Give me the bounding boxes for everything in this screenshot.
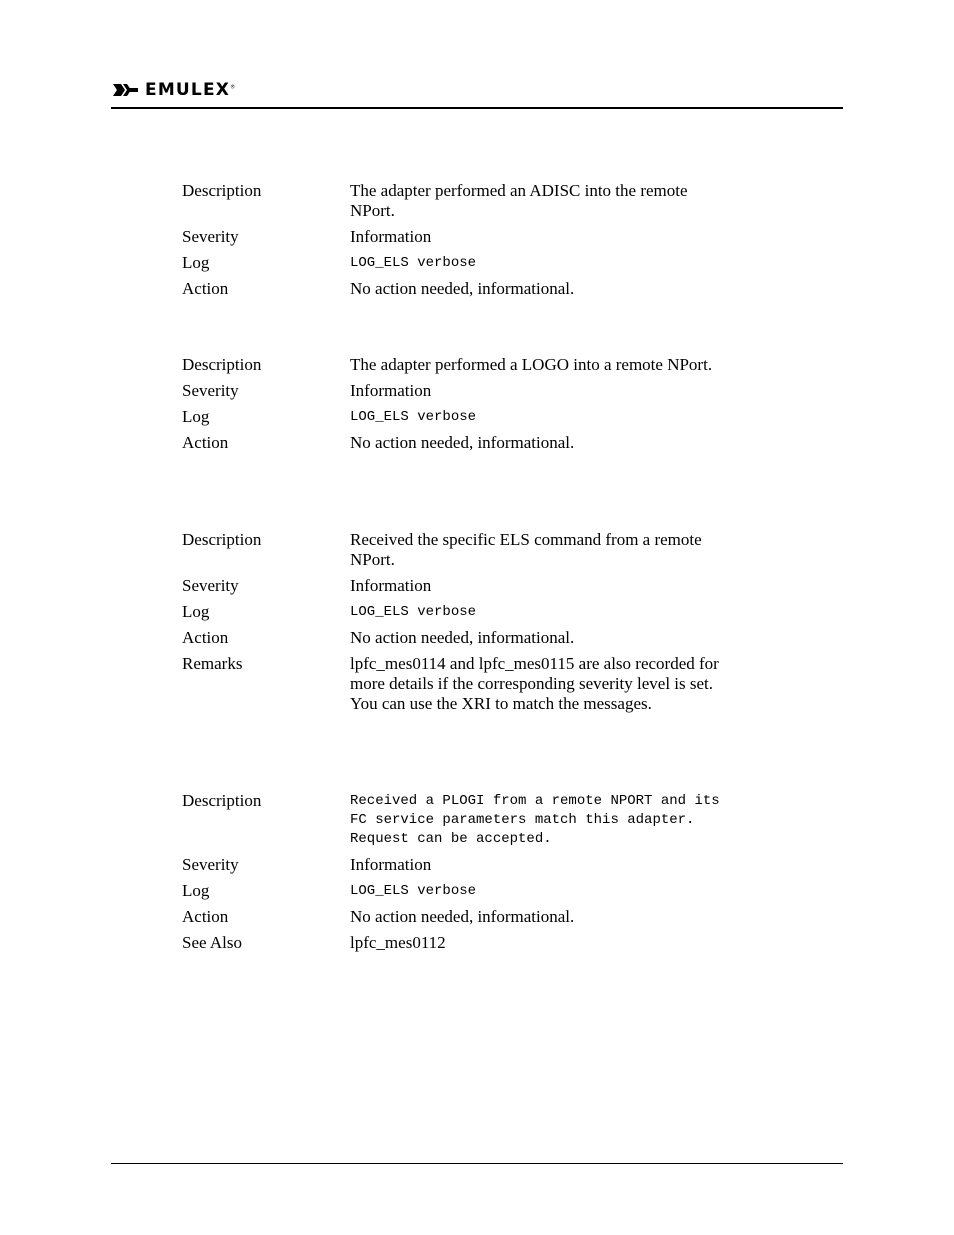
field-value: No action needed, informational. <box>350 279 575 298</box>
field-value: LOG_ELS verbose <box>350 883 477 899</box>
field-value: LOG_ELS verbose <box>350 604 477 620</box>
field-value: Information <box>350 227 432 246</box>
field-label: Description <box>182 181 262 200</box>
message-entry <box>182 791 742 959</box>
field-value: Received a PLOGI from a remote NPORT and its FC service parameters match this adapter. Request can be accepted. <box>350 793 720 847</box>
field-label: Log <box>182 602 210 621</box>
field-label: Severity <box>182 855 239 874</box>
field-label: Severity <box>182 576 239 595</box>
log-row <box>182 602 742 622</box>
field-label: Remarks <box>182 654 243 673</box>
field-value: LOG_ELS verbose <box>350 409 477 425</box>
action-row <box>182 279 742 299</box>
field-value: lpfc_mes0114 and lpfc_mes0115 are also recorded for more details if the corresponding severity level is set. You can use the XRI to match the messages. <box>350 654 719 713</box>
field-label: Log <box>182 407 210 426</box>
field-value: The adapter performed a LOGO into a remote NPort. <box>350 355 713 374</box>
severity-row <box>182 227 742 247</box>
log-row <box>182 881 742 901</box>
severity-row <box>182 576 742 596</box>
description-row <box>182 791 742 849</box>
action-row <box>182 628 742 648</box>
field-label: Description <box>182 355 262 374</box>
remarks-row <box>182 654 742 714</box>
field-value: Information <box>350 855 432 874</box>
field-value: No action needed, informational. <box>350 907 575 926</box>
field-value: No action needed, informational. <box>350 433 575 452</box>
action-row <box>182 907 742 927</box>
field-value: The adapter performed an ADISC into the remote NPort. <box>350 181 688 220</box>
severity-row <box>182 381 742 401</box>
log-row <box>182 253 742 273</box>
log-row <box>182 407 742 427</box>
field-value: lpfc_mes0112 <box>350 933 446 952</box>
field-value: Information <box>350 381 432 400</box>
field-label: Description <box>182 791 262 810</box>
field-label: Severity <box>182 381 239 400</box>
field-label: Log <box>182 881 210 900</box>
description-row <box>182 181 742 221</box>
description-row <box>182 355 742 375</box>
field-label: Action <box>182 279 229 298</box>
field-value: Information <box>350 576 432 595</box>
field-label: Severity <box>182 227 239 246</box>
brand-name: EMULEX® <box>145 80 236 100</box>
field-label: Action <box>182 433 229 452</box>
field-label: Log <box>182 253 210 272</box>
footer-rule <box>111 1163 843 1164</box>
header-rule <box>111 107 843 109</box>
field-label: See Also <box>182 933 242 952</box>
field-label: Action <box>182 907 229 926</box>
field-label: Action <box>182 628 229 647</box>
field-value: LOG_ELS verbose <box>350 255 477 271</box>
message-entry <box>182 530 742 720</box>
description-row <box>182 530 742 570</box>
severity-row <box>182 855 742 875</box>
action-row <box>182 433 742 453</box>
emulex-logo <box>111 80 235 100</box>
see-also-row <box>182 933 742 953</box>
emulex-logo-icon <box>111 81 139 99</box>
message-entry <box>182 181 742 305</box>
message-entry <box>182 355 742 459</box>
field-value: No action needed, informational. <box>350 628 575 647</box>
field-value: Received the specific ELS command from a remote NPort. <box>350 530 702 569</box>
field-label: Description <box>182 530 262 549</box>
